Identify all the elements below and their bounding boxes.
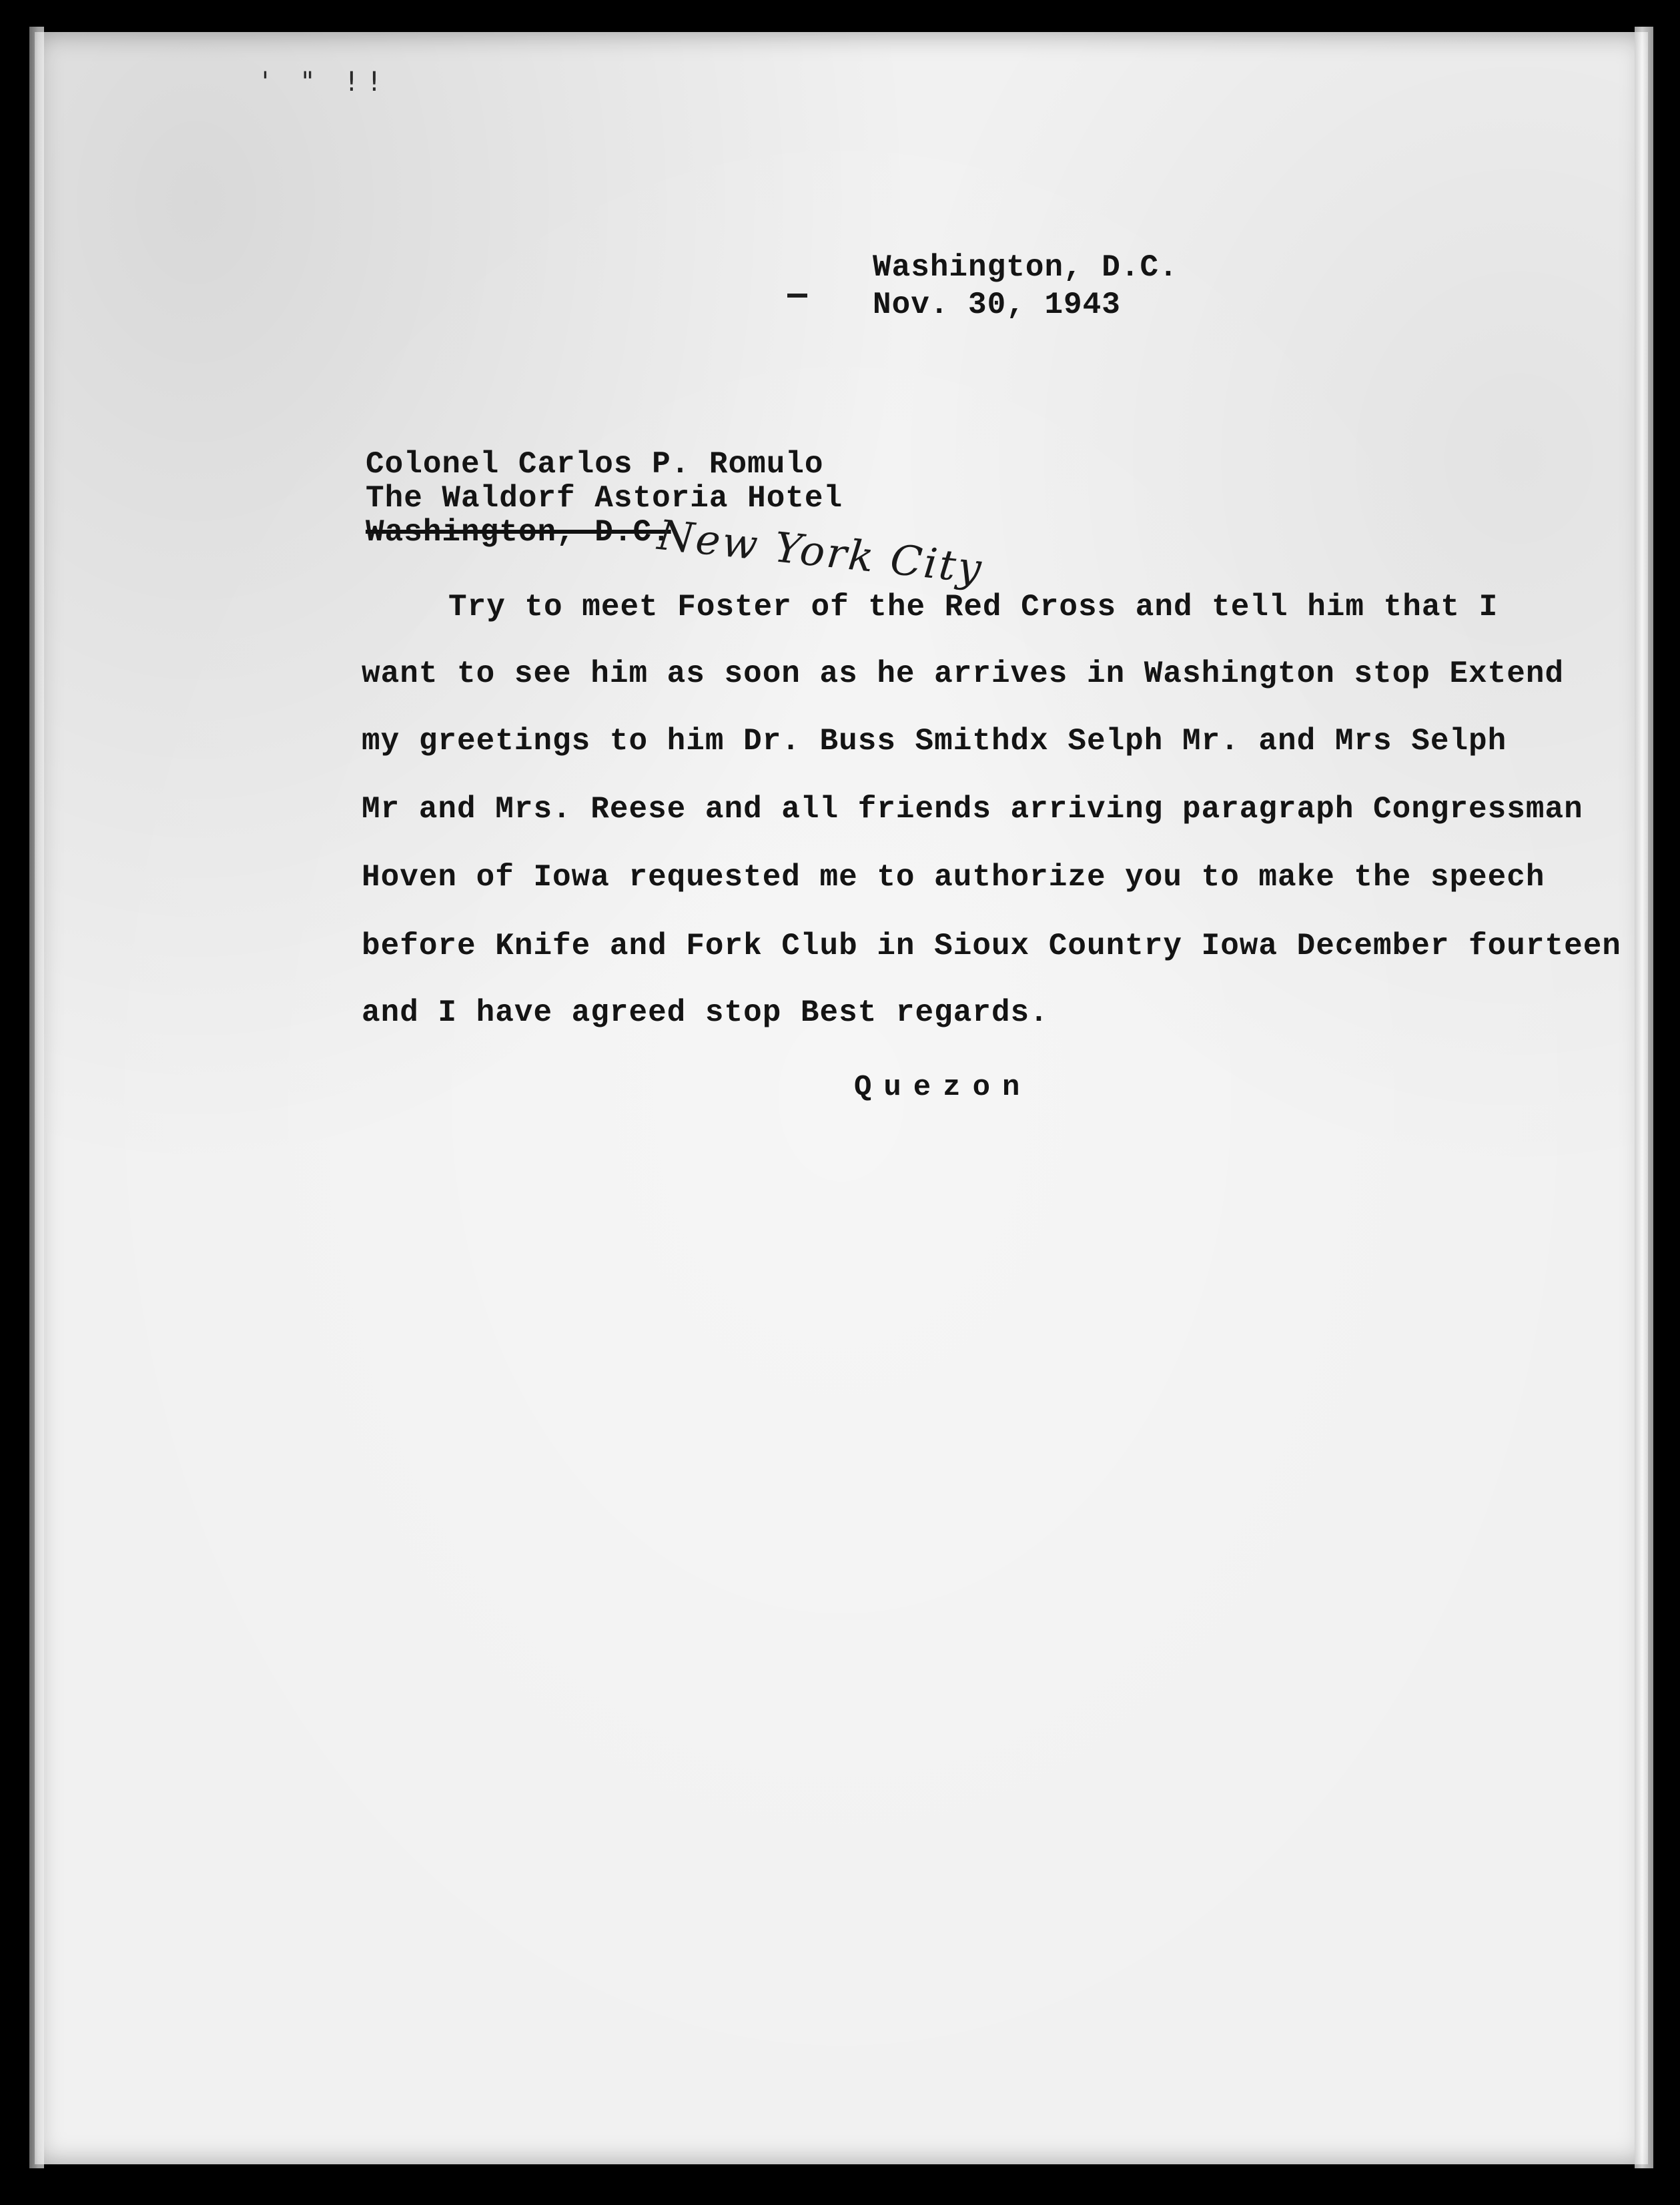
body-line-4: Mr and Mrs. Reese and all friends arriving paragraph Congressman — [362, 792, 1583, 827]
body-line-6: before Knife and Fork Club in Sioux Country Iowa December fourteen — [362, 929, 1621, 963]
recipient-struck-city: Washington, D.C. — [366, 515, 671, 550]
body-line-7: and I have agreed stop Best regards. — [362, 995, 1049, 1030]
body-line-3: my greetings to him Dr. Buss Smithdx Selph Mr. and Mrs Selph — [362, 724, 1507, 759]
dateline-date: Nov. 30, 1943 — [873, 288, 1121, 322]
body-line-5: Hoven of Iowa requested me to authorize you to make the speech — [362, 860, 1545, 895]
body-line-1: Try to meet Foster of the Red Cross and tell him that I — [448, 590, 1499, 624]
paper-right-edge — [1635, 27, 1653, 2168]
stray-dash-mark — [787, 294, 807, 298]
top-ink-marks: ' " !! — [262, 67, 392, 97]
recipient-hotel: The Waldorf Astoria Hotel — [366, 481, 843, 516]
paper-left-edge — [29, 27, 44, 2168]
dateline-place: Washington, D.C. — [873, 250, 1178, 285]
handwritten-correction: New York City — [655, 510, 986, 593]
recipient-name: Colonel Carlos P. Romulo — [366, 447, 824, 482]
signature-typed-name: Quezon — [854, 1071, 1032, 1104]
body-line-2: want to see him as soon as he arrives in Washington stop Extend — [362, 656, 1565, 691]
paper-sheet — [35, 32, 1648, 2164]
